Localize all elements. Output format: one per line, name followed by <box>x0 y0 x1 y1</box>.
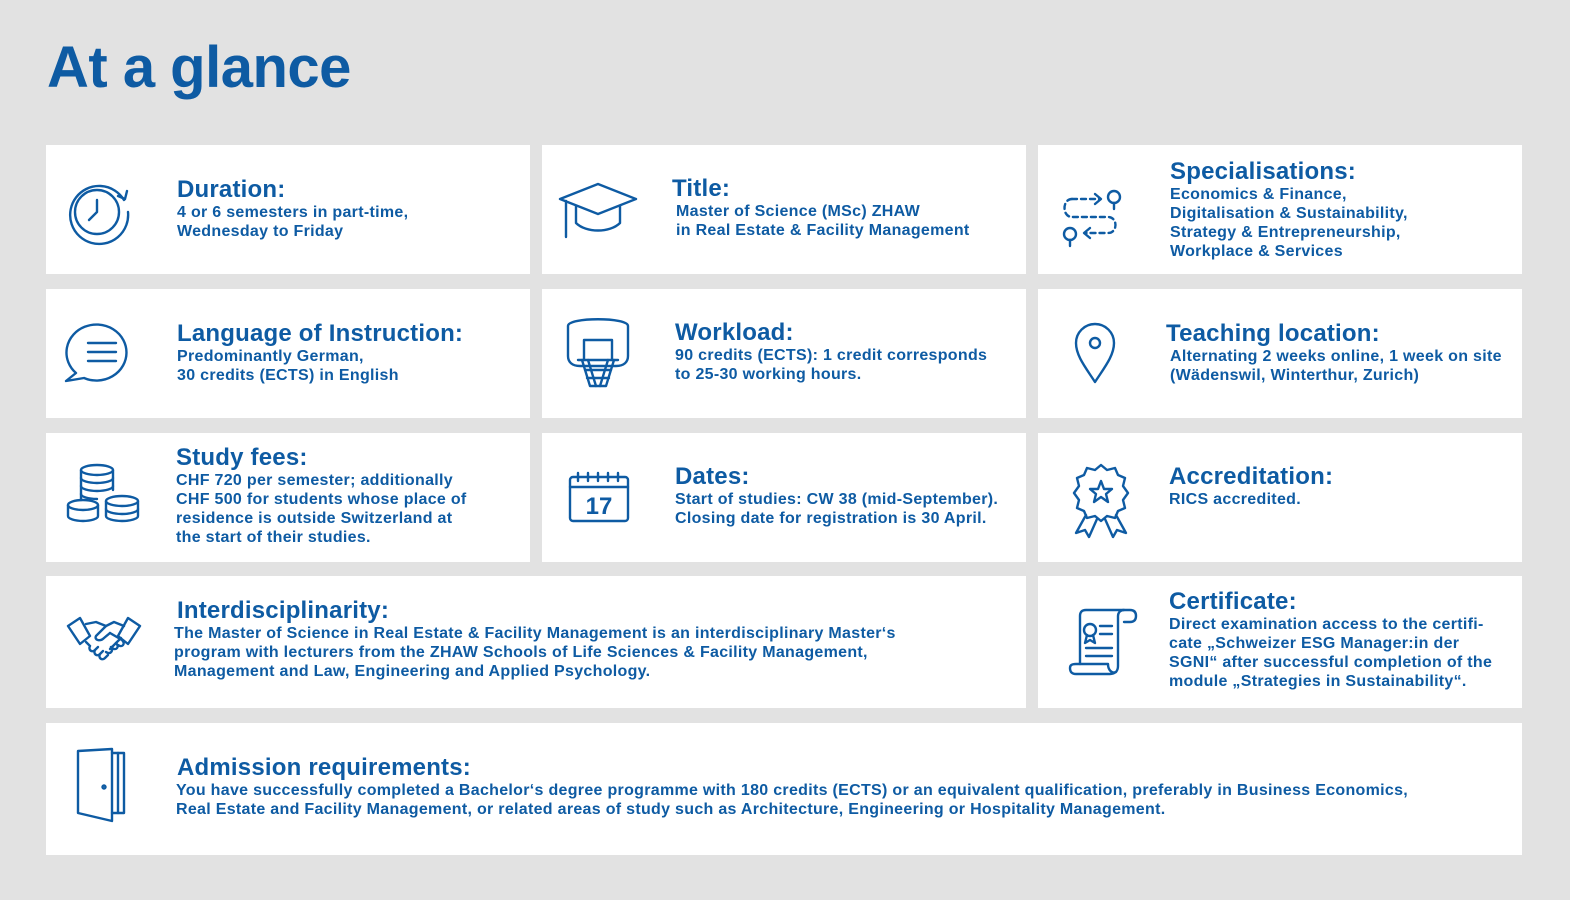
speech-bubble-icon <box>64 321 136 385</box>
dates-card <box>542 433 1026 562</box>
handshake-icon <box>66 614 142 664</box>
language-card <box>46 289 530 418</box>
fees-body: CHF 720 per semester; additionally CHF 500 for students whose place of residence is outside Switzerland at the start of their studies. <box>176 472 467 546</box>
interdisciplinarity-card <box>46 576 1026 708</box>
title-card <box>542 145 1026 274</box>
coins-icon <box>66 463 140 525</box>
admission-heading: Admission requirements: <box>177 754 471 781</box>
interdisciplinarity-body: The Master of Science in Real Estate & Facility Management is an interdisciplinary Master‘s program with lecturers from the ZHAW Schools of Life Sciences & Facility Management, Management and Law, Engineering and Applied Psychology. <box>174 625 896 680</box>
duration-body: 4 or 6 semesters in part-time, Wednesday to Friday <box>177 204 409 240</box>
location-body: Alternating 2 weeks online, 1 week on site (Wädenswil, Winterthur, Zurich) <box>1170 348 1502 384</box>
accreditation-body: RICS accredited. <box>1169 491 1301 508</box>
duration-heading: Duration: <box>177 176 286 203</box>
workload-card <box>542 289 1026 418</box>
location-card <box>1038 289 1522 418</box>
certificate-scroll-icon <box>1068 608 1138 676</box>
dates-body: Start of studies: CW 38 (mid-September). Closing date for registration is 30 April. <box>675 491 999 527</box>
calendar-icon <box>568 471 630 523</box>
admission-card <box>46 723 1522 855</box>
award-badge-icon <box>1070 463 1132 537</box>
specialisations-body: Economics & Finance, Digitalisation & Sustainability, Strategy & Entrepreneurship, Workplace & Services <box>1170 186 1408 260</box>
duration-card <box>46 145 530 274</box>
graduation-cap-icon <box>558 181 640 243</box>
location-pin-icon <box>1074 322 1116 384</box>
interdisciplinarity-heading: Interdisciplinarity: <box>177 597 390 624</box>
title-body: Master of Science (MSc) ZHAW in Real Estate & Facility Management <box>676 203 970 239</box>
workload-heading: Workload: <box>675 319 794 346</box>
basketball-hoop-icon <box>566 318 630 388</box>
specialisations-card <box>1038 145 1522 274</box>
clock-icon <box>66 178 132 244</box>
calendar-day: 17 <box>585 493 613 520</box>
accreditation-card <box>1038 433 1522 562</box>
certificate-card <box>1038 576 1522 708</box>
title-heading: Title: <box>672 175 731 202</box>
certificate-body: Direct examination access to the certifi- cate „Schweizer ESG Manager:in der SGNI“ after successful completion of the module „Strategies in Sustainability“. <box>1169 616 1493 690</box>
certificate-heading: Certificate: <box>1169 588 1297 615</box>
location-heading: Teaching location: <box>1166 320 1380 347</box>
workload-body: 90 credits (ECTS): 1 credit corresponds to 25-30 working hours. <box>675 347 988 383</box>
specialisations-heading: Specialisations: <box>1170 158 1356 185</box>
door-icon <box>76 747 128 823</box>
language-body: Predominantly German, 30 credits (ECTS) in English <box>177 348 399 384</box>
page-title: At a glance <box>47 35 351 100</box>
admission-body: You have successfully completed a Bachelor‘s degree programme with 180 credits (ECTS) or an equivalent qualification, preferably in Business Economics, Real Estate and Facility Management, or related areas of study such as Architecture, Engineering or Hospitality Management. <box>176 782 1409 818</box>
dates-heading: Dates: <box>675 463 750 490</box>
fees-card <box>46 433 530 562</box>
route-icon <box>1058 187 1128 249</box>
accreditation-heading: Accreditation: <box>1169 463 1334 490</box>
language-heading: Language of Instruction: <box>177 320 464 347</box>
fees-heading: Study fees: <box>176 444 308 471</box>
